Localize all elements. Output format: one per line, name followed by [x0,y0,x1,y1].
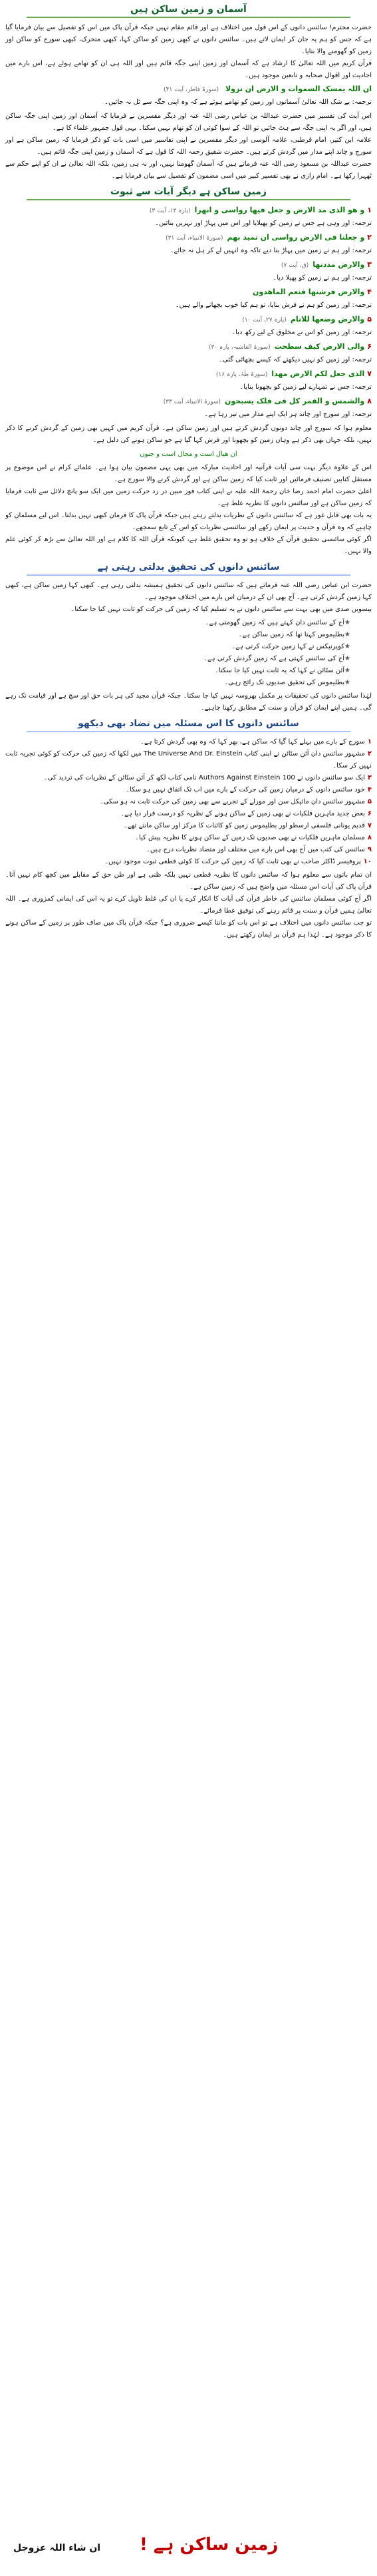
item-text: مسلمان ماہرین فلکیات نے بھی صدیوں تک زمین کے ساکن ہونے کا نظریہ پیش کیا۔ [135,834,365,841]
list-item [5,796,372,808]
verse-number: ۲ [367,233,372,242]
list-item: ★ آئن سٹائن نے کہا کہ یہ ثابت نہیں کیا جا سکتا۔ [27,665,350,677]
list-item [5,808,372,820]
verse-translation: ترجمہ: اور ہم نے زمین میں پہاڑ بنا دیے تاکہ وہ انہیں لے کر ہل نہ جائے۔ [170,247,372,254]
verse-text: والشمس و القمر کل فی فلک یسبحون [225,397,365,405]
item-text: خود سائنس دانوں کے درمیان زمین کی حرکت کے بارے میں اب تک اتفاق نہیں ہو سکا۔ [126,786,365,793]
item-number: ۷ [367,822,372,829]
closing-banner [0,2535,377,2564]
verse-text: والی الارض کیف سطحت [274,342,365,351]
intro-section [0,22,377,82]
verse-translation: ترجمہ: اور وہی ہے جس نے زمین کو پھیلایا اور اس میں پہاڑ اور نہریں بنائیں۔ [155,220,372,227]
verse-reference: (سورۃ الغاشیہ، پارہ ۳۰) [209,344,271,351]
body-paragraph: اگر کوئی سائنسی تحقیق قرآن کے خلاف ہو تو وہ تحقیق غلط ہے، کیونکہ قرآن اللہ کا کلام ہے اور اللہ تعالیٰ سے بڑھ کر کوئی علم والا نہیں۔ [5,536,372,555]
list-item: ★ کوپرنیکس نے کہا زمین حرکت کرتی ہے۔ [27,641,350,653]
list-item: ★ بطلیموس کی تحقیق صدیوں تک رائج رہی۔ [27,677,350,689]
item-number: ۵ [367,798,372,805]
verse-text: ان اللہ یمسک السموات و الارض ان تزولا [225,85,372,93]
body-paragraph: معلوم ہوا کہ سورج اور چاند دونوں گردش کرتے ہیں اور زمین ساکن ہے۔ قرآن کریم میں کہیں بھی زمین کے گردش کرنے کا ذکر نہیں، بلکہ جہاں بھی ذکر ہے وہاں زمین کو بچھونا اور فرش کہا گیا ہے جو ساکن ہونے کی دلیل ہے۔ [5,425,372,444]
closing-title: زمین ساکن ہے ! [140,2535,279,2555]
item-text: سائنس کی کتب میں آج بھی اس بارے میں مختلف اور متضاد نظریات درج ہیں۔ [146,846,365,853]
item-text: مشہور سائنس دان آئن سٹائن نے اپنی کتاب The Universe And Dr. Einstein میں لکھا کہ زمین کی حرکت کو کوئی تجربہ ثابت نہیں کر سکا۔ [5,750,372,769]
item-number: ۱ [367,738,372,746]
page-title: آسمان و زمین ساکن ہیں [27,4,350,18]
verse-translation: ترجمہ: اور ہم نے زمین کو پھیلا دیا۔ [273,274,372,282]
body-paragraph: علامہ ابن کثیر، امام قرطبی، علامہ آلوسی اور دیگر مفسرین نے اپنی تفاسیر میں اسی بات کو ذکر فرمایا کہ زمین ساکن ہے اور سورج و چاند اپنے مدار میں گردش کرتے ہیں۔ حضرت شقیق رحمہ اللہ کا قول ہے کہ آسمان و زمین اپنی جگہ قائم ہیں۔ [5,136,372,156]
section-heading: زمین ساکن ہے دیگر آیات سے ثبوت [27,186,350,200]
item-number: ۱۰ [363,858,372,865]
verse-item [5,368,372,381]
intro-paragraph: حضرت محترم! سائنس دانوں کے اس قول میں اختلاف ہے اور قائم مقام نہیں جبکہ قرآن پاک میں اس کو تفصیل سے بیان فرمایا گیا ہے کہ جس کو ہم یہ جان کر ایمان لاتے ہیں۔ سائنس دانوں نے کبھی زمین کو ساکن کہا، کبھی متحرک، کبھی سورج کو ساکن اور زمین کو گھومنے والا بتایا۔ [5,24,372,55]
body-paragraph: حضرت عبداللہ بن مسعود رضی اللہ عنہ فرماتے ہیں کہ آسمان گھومتا نہیں، اور نہ ہی زمین، بلکہ اللہ تعالیٰ نے ان کو اپنے حکم سے ٹھہرا رکھا ہے۔ امام رازی نے بھی تفسیر کبیر میں اسی مضمون کو تفصیل سے بیان فرمایا ہے۔ [5,160,372,180]
verse-reference: (سورۃ الانبیاء، آیت ۳۱) [166,235,223,242]
verse-number: ۷ [367,369,372,378]
verse-text: والارض مددنھا [313,260,365,269]
list-item [5,820,372,832]
item-number: ۶ [367,810,372,817]
verse-reference: (پارہ ۲۷، آیت ۱۰) [242,317,287,323]
list-item: ★ بطلیموس کہتا تھا کہ زمین ساکن ہے۔ [27,629,350,641]
verse-translation: ترجمہ: بے شک اللہ تعالیٰ آسمانوں اور زمین کو تھامے ہوئے ہے کہ وہ اپنی جگہ سے ٹل نہ جائیں۔ [104,99,372,106]
closing-signature: ان شاء اللہ عزوجل [13,2543,101,2553]
verse-list [0,204,377,420]
verse-reference: (ق، آیت ۷) [281,262,309,269]
item-number: ۲ [367,750,372,757]
list-item [5,844,372,856]
body-paragraph: اس کے علاوہ دیگر بہت سی آیات قرآنیہ اور احادیث مبارکہ میں بھی یہی مضمون بیان ہوا ہے۔ علمائے کرام نے اس موضوع پر مستقل کتابیں تصنیف فرمائیں اور ثابت کیا کہ زمین ساکن ہے اور گردش کرنے والا سورج ہے۔ [5,464,372,483]
item-text: بعض جدید ماہرین فلکیات نے بھی زمین کے ساکن ہونے کے نظریہ کو درست قرار دیا ہے۔ [120,810,365,817]
verse-item [5,204,372,217]
bullet-list [27,617,350,689]
section-heading: سائنس دانوں کا اس مسئلہ میں تضاد بھی دیکھو [27,718,350,732]
list-item [5,784,372,796]
item-text: سورج کے بارے میں پہلے کہا گیا کہ ساکن ہے، پھر کہا کہ وہ بھی گردش کرتا ہے۔ [140,738,365,746]
body-paragraph: حضرت ابن عباس رضی اللہ عنہ فرماتے ہیں کہ سائنس دانوں کی تحقیق ہمیشہ بدلتی رہی ہے۔ کبھی کہا زمین ساکن ہے، کبھی کہا زمین گردش کرتی ہے۔ آج بھی ان کے درمیان اس بارے میں اختلاف موجود ہے۔ [5,582,372,601]
list-item: ★ آج کے سائنس دان کہتے ہیں کہ زمین گھومتی ہے۔ [27,617,350,629]
verse-number: ۶ [367,342,372,351]
center-quote: ان ھیال است و محال است و جنوں [140,451,237,458]
item-number: ۴ [367,786,372,793]
verse-number: ۳ [367,260,372,269]
item-text: ایک سو سائنس دانوں نے 100 Authors Against Einstein نامی کتاب لکھ کر آئن سٹائن کے نظریات کی تردید کی۔ [43,774,365,781]
item-text: قدیم یونانی فلسفی ارسطو اور بطلیموس زمین کو کائنات کا مرکز اور ساکن مانتے تھے۔ [124,822,365,829]
list-item [5,748,372,772]
verse-translation: ترجمہ: اور سورج اور چاند ہر ایک اپنے مدار میں تیر رہا ہے۔ [204,411,372,418]
verse-translation: ترجمہ: اور زمین کو ہم نے فرش بنایا، تو ہم کیا خوب بچھانے والے ہیں۔ [175,302,372,309]
verse-translation: ترجمہ: جس نے تمہارے لیے زمین کو بچھونا بنایا۔ [239,383,372,391]
body-paragraph: اگر آج کوئی مسلمان سائنس کی خاطر قرآن کی آیات کا انکار کرے یا ان کی غلط تاویل کرے تو یہ اس کی ایمانی کمزوری ہے۔ اللہ تعالیٰ ہمیں قرآن و سنت پر قائم رہنے کی توفیق عطا فرمائے۔ [5,895,372,915]
verse-reference: (سورۃ فاطر، آیت ۴۱) [164,87,219,93]
verse-translation: ترجمہ: اور زمین کو نہیں دیکھتے کہ کیسے بچھائی گئی۔ [219,356,372,363]
list-item [5,772,372,784]
verse-reference: (سورۃ طٰہٰ، پارہ ۱۶) [215,371,268,378]
verse-reference: (پارہ ۱۳، آیت ۳) [149,208,191,214]
list-item: ★ آج کی سائنس کہتی ہے کہ زمین گردش کرتی ہے۔ [27,653,350,665]
verse-text: الذی جعل لکم الارض مھدا [271,369,365,378]
verse-text: والارض فرشنھا فنعم الماھدون [252,288,365,296]
item-text: پروفیسر ڈاکٹر صاحب نے بھی ثابت کیا کہ زمین کی حرکت کا کوئی قطعی ثبوت موجود نہیں۔ [104,858,361,865]
verse-number: ۸ [367,397,372,405]
verse-reference: (سورۃ الانبیاء، آیت ۳۳) [163,399,221,405]
verse-text: و جعلنا فی الارض رواسی ان تمید بھم [227,233,365,242]
verse-item [5,232,372,244]
body-paragraph: تو جب سائنس دانوں میں اختلاف ہے تو اس بات کو ماننا کیسے ضروری ہے؟ جبکہ قرآن پاک میں صاف طور پر زمین کے ساکن ہونے کا ذکر موجود ہے۔ لہٰذا ہم قرآن پر ایمان رکھتے ہیں۔ [5,919,372,939]
verse-item [5,286,372,299]
body-paragraph: لہٰذا سائنس دانوں کی تحقیقات پر مکمل بھروسہ نہیں کیا جا سکتا۔ جبکہ قرآن مجید کی ہر بات حق اور سچ ہے اور قیامت تک رہے گی۔ ہمیں اپنے ایمان کو قرآن و سنت کے مطابق رکھنا چاہیے۔ [5,692,372,712]
verse-text: و ھو الذی مد الارض و جعل فیھا رواسی و انھرا [194,206,365,214]
list-item [5,832,372,844]
verse-number: ۱ [367,206,372,214]
intro-paragraph: قرآن کریم میں اللہ تعالیٰ کا ارشاد ہے کہ آسمان اور زمین اپنی جگہ قائم ہیں اور اللہ ہی ان کو تھامے ہوئے ہے، اس بارے میں احادیث اور اقوال صحابہ و تابعین موجود ہیں۔ [5,60,372,79]
list-item [5,856,372,868]
item-number: ۸ [367,834,372,841]
verse-text: والارض وضعھا للانام [290,315,365,323]
verse-translation: ترجمہ: اور زمین کو اس نے مخلوق کے لیے رکھ دیا۔ [231,329,372,336]
verse-item [5,395,372,408]
body-paragraph: اس آیت کی تفسیر میں حضرت عبداللہ بن عباس رضی اللہ عنہ اور دیگر مفسرین نے فرمایا کہ آسمان اور زمین اپنی جگہ ساکن ہیں، اور اگر یہ اپنی جگہ سے ہٹ جائیں تو اللہ کے سوا کوئی ان کو تھام نہیں سکتا۔ یہی قول جمہور علماء کا ہے۔ [5,112,372,132]
verse-number: ۴ [367,288,372,296]
verse-1 [5,83,372,96]
verse-item [5,341,372,353]
item-number: ۳ [367,774,372,781]
body-paragraph: یہ بات بھی قابل غور ہے کہ سائنس دانوں کے نظریات بدلتے رہتے ہیں جبکہ قرآن پاک کا فرمان کبھی نہیں بدلتا۔ اس لیے مسلمان کو چاہیے کہ وہ قرآن و حدیث پر ایمان رکھے اور سائنسی نظریات کو اس کے تابع سمجھے۔ [5,512,372,531]
verse-item [5,314,372,326]
body-paragraph: بیسویں صدی میں بھی بہت سے سائنس دانوں نے یہ تسلیم کیا کہ زمین کی حرکت کو ثابت نہیں کیا جا سکتا۔ [70,606,372,613]
verse-number: ۵ [367,315,372,323]
verse-item [5,259,372,272]
list-item [5,736,372,748]
item-number: ۹ [367,846,372,853]
section-heading: سائنس دانوں کی تحقیق بدلتی رہتی ہے [27,562,350,576]
body-paragraph: ان تمام باتوں سے معلوم ہوا کہ سائنس دانوں کا نظریہ قطعی نہیں بلکہ ظنی ہے اور ظن حق کے مقابلے میں کچھ کام نہیں آتا۔ قرآن پاک کی آیات اس مسئلہ میں واضح ہیں کہ زمین ساکن ہے۔ [5,871,372,891]
body-paragraph: اعلیٰ حضرت امام احمد رضا خان رحمۃ اللہ علیہ نے اپنی کتاب فوز مبین در رد حرکت زمین میں ایک سو پانچ دلائل سے ثابت فرمایا کہ زمین ساکن ہے اور سائنس دانوں کا نظریہ غلط ہے۔ [5,488,372,507]
item-text: مشہور سائنس دان مائیکل سن اور مورلے کے تجربے سے بھی زمین کی حرکت ثابت نہ ہو سکی۔ [99,798,365,805]
numbered-list [5,736,372,868]
